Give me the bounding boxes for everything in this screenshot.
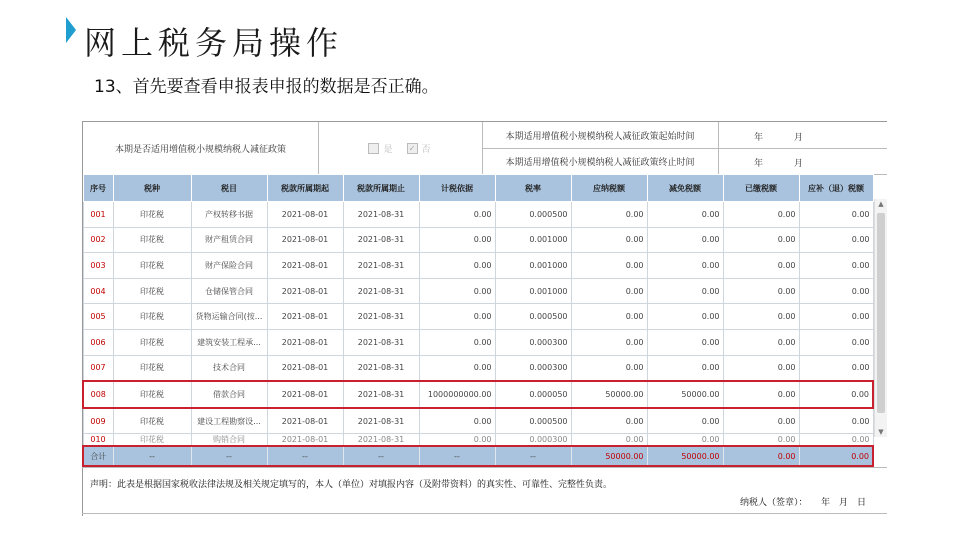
col-header: 减免税额 bbox=[647, 175, 723, 202]
cell-item: 仓储保管合同 bbox=[191, 278, 267, 304]
cell-payable: 0.00 bbox=[799, 408, 873, 434]
cell-due: 0.00 bbox=[571, 329, 647, 355]
policy-start-row bbox=[482, 122, 887, 149]
cell-rate: 0.000300 bbox=[495, 329, 571, 355]
start-year-label[interactable]: 年 bbox=[754, 133, 764, 143]
cell-start: 2021-08-01 bbox=[267, 408, 343, 434]
end-month-label[interactable]: 月 bbox=[794, 159, 804, 169]
option-no[interactable] bbox=[407, 142, 431, 155]
cell-start: 2021-08-01 bbox=[267, 304, 343, 330]
option-yes[interactable] bbox=[368, 142, 392, 155]
start-month-label[interactable]: 月 bbox=[794, 133, 804, 143]
cell-payable: 0.00 bbox=[799, 329, 873, 355]
cell-end: 2021-08-31 bbox=[343, 329, 419, 355]
cell-seq: 005 bbox=[83, 304, 113, 330]
cell-tax: 印花税 bbox=[113, 434, 191, 447]
scroll-thumb[interactable] bbox=[877, 213, 885, 413]
title-accent-icon bbox=[66, 17, 76, 43]
cell-item: 产权转移书据 bbox=[191, 202, 267, 228]
cell-rate: 0.001000 bbox=[495, 253, 571, 279]
policy-end-row bbox=[482, 148, 887, 175]
cell-seq: 001 bbox=[83, 202, 113, 228]
cell-paid: 0.00 bbox=[723, 329, 799, 355]
cell-seq: 007 bbox=[83, 355, 113, 381]
table-row[interactable] bbox=[83, 381, 873, 408]
cell-tax: 印花税 bbox=[113, 227, 191, 253]
total-paid: 0.00 bbox=[723, 446, 799, 466]
col-header: 已缴税额 bbox=[723, 175, 799, 202]
cell-item: 财产保险合同 bbox=[191, 253, 267, 279]
cell-seq: 010 bbox=[83, 434, 113, 447]
cell-payable: 0.00 bbox=[799, 253, 873, 279]
cell-seq: 004 bbox=[83, 278, 113, 304]
cell-seq: 009 bbox=[83, 408, 113, 434]
cell-due: 50000.00 bbox=[571, 381, 647, 408]
cell-payable: 0.00 bbox=[799, 202, 873, 228]
cell-tax: 印花税 bbox=[113, 355, 191, 381]
cell-reduce: 0.00 bbox=[647, 329, 723, 355]
end-year-label[interactable]: 年 bbox=[754, 159, 764, 169]
col-header: 税目 bbox=[191, 175, 267, 202]
cell-paid: 0.00 bbox=[723, 355, 799, 381]
table-row[interactable] bbox=[83, 227, 873, 253]
cell-due: 0.00 bbox=[571, 304, 647, 330]
slide-subtitle: 13、首先要查看申报表申报的数据是否正确。 bbox=[94, 77, 439, 97]
cell-reduce: 0.00 bbox=[647, 304, 723, 330]
col-header: 序号 bbox=[83, 175, 113, 202]
cell-payable: 0.00 bbox=[799, 304, 873, 330]
total-row bbox=[83, 446, 873, 466]
cell-paid: 0.00 bbox=[723, 304, 799, 330]
declaration-text: 声明：此表是根据国家税收法律法规及相关规定填写的，本人（单位）对填报内容（及附带资料）的真实性、可靠性、完整性负责。 bbox=[90, 480, 613, 490]
cell-seq: 008 bbox=[83, 381, 113, 408]
option-yes-label: 是 bbox=[383, 144, 393, 155]
checkbox-no[interactable]: ✓ bbox=[407, 143, 418, 154]
cell-rate: 0.000500 bbox=[495, 202, 571, 228]
cell-end: 2021-08-31 bbox=[343, 381, 419, 408]
signature-line: 纳税人（签章）： 年 月 日 bbox=[740, 498, 867, 508]
col-header: 税款所属期起 bbox=[267, 175, 343, 202]
total-due: 50000.00 bbox=[571, 446, 647, 466]
scroll-up-icon[interactable]: ▲ bbox=[878, 200, 884, 208]
checkbox-yes[interactable] bbox=[368, 143, 379, 154]
total-dash: -- bbox=[495, 446, 571, 466]
slide-title: 网上税务局操作 bbox=[84, 24, 344, 62]
col-header: 税款所属期止 bbox=[343, 175, 419, 202]
cell-end: 2021-08-31 bbox=[343, 408, 419, 434]
col-header: 应补（退）税额 bbox=[799, 175, 873, 202]
cell-reduce: 0.00 bbox=[647, 408, 723, 434]
cell-end: 2021-08-31 bbox=[343, 304, 419, 330]
col-header: 税率 bbox=[495, 175, 571, 202]
policy-section bbox=[82, 121, 887, 174]
cell-rate: 0.000300 bbox=[495, 434, 571, 447]
cell-basis: 0.00 bbox=[419, 253, 495, 279]
cell-tax: 印花税 bbox=[113, 329, 191, 355]
cell-item: 建设工程勘察设... bbox=[191, 408, 267, 434]
cell-seq: 002 bbox=[83, 227, 113, 253]
cell-reduce: 0.00 bbox=[647, 253, 723, 279]
table-row[interactable] bbox=[83, 202, 873, 228]
cell-basis: 0.00 bbox=[419, 304, 495, 330]
tax-table bbox=[82, 174, 874, 467]
divider bbox=[82, 467, 887, 468]
cell-payable: 0.00 bbox=[799, 381, 873, 408]
cell-item: 购销合同 bbox=[191, 434, 267, 447]
cell-due: 0.00 bbox=[571, 202, 647, 228]
col-header: 计税依据 bbox=[419, 175, 495, 202]
cell-item: 技术合同 bbox=[191, 355, 267, 381]
table-row[interactable] bbox=[83, 408, 873, 434]
cell-rate: 0.000500 bbox=[495, 408, 571, 434]
total-payable: 0.00 bbox=[799, 446, 873, 466]
cell-start: 2021-08-01 bbox=[267, 355, 343, 381]
cell-paid: 0.00 bbox=[723, 434, 799, 447]
cell-reduce: 50000.00 bbox=[647, 381, 723, 408]
cell-basis: 1000000000.00 bbox=[419, 381, 495, 408]
total-reduce: 50000.00 bbox=[647, 446, 723, 466]
cell-payable: 0.00 bbox=[799, 278, 873, 304]
cell-payable: 0.00 bbox=[799, 434, 873, 447]
cell-due: 0.00 bbox=[571, 434, 647, 447]
cell-due: 0.00 bbox=[571, 227, 647, 253]
cell-start: 2021-08-01 bbox=[267, 434, 343, 447]
cell-end: 2021-08-31 bbox=[343, 253, 419, 279]
cell-reduce: 0.00 bbox=[647, 278, 723, 304]
cell-tax: 印花税 bbox=[113, 408, 191, 434]
cell-tax: 印花税 bbox=[113, 381, 191, 408]
total-label: 合计 bbox=[83, 446, 113, 466]
col-header: 应纳税额 bbox=[571, 175, 647, 202]
cell-rate: 0.001000 bbox=[495, 227, 571, 253]
cell-paid: 0.00 bbox=[723, 227, 799, 253]
cell-payable: 0.00 bbox=[799, 355, 873, 381]
cell-end: 2021-08-31 bbox=[343, 227, 419, 253]
cell-reduce: 0.00 bbox=[647, 227, 723, 253]
cell-tax: 印花税 bbox=[113, 304, 191, 330]
cell-paid: 0.00 bbox=[723, 202, 799, 228]
cell-item: 建筑安装工程承... bbox=[191, 329, 267, 355]
cell-end: 2021-08-31 bbox=[343, 202, 419, 228]
cell-due: 0.00 bbox=[571, 355, 647, 381]
cell-payable: 0.00 bbox=[799, 227, 873, 253]
cell-rate: 0.001000 bbox=[495, 278, 571, 304]
cell-end: 2021-08-31 bbox=[343, 278, 419, 304]
cell-item: 货物运输合同(按... bbox=[191, 304, 267, 330]
cell-due: 0.00 bbox=[571, 408, 647, 434]
cell-reduce: 0.00 bbox=[647, 355, 723, 381]
table-row[interactable] bbox=[83, 329, 873, 355]
table-row[interactable] bbox=[83, 278, 873, 304]
cell-start: 2021-08-01 bbox=[267, 381, 343, 408]
total-dash: -- bbox=[343, 446, 419, 466]
cell-seq: 003 bbox=[83, 253, 113, 279]
declaration-form bbox=[82, 121, 887, 516]
table-row[interactable] bbox=[83, 434, 873, 447]
cell-start: 2021-08-01 bbox=[267, 227, 343, 253]
cell-basis: 0.00 bbox=[419, 329, 495, 355]
table-row[interactable] bbox=[83, 253, 873, 279]
divider bbox=[82, 513, 887, 514]
cell-paid: 0.00 bbox=[723, 278, 799, 304]
cell-paid: 0.00 bbox=[723, 381, 799, 408]
cell-tax: 印花税 bbox=[113, 253, 191, 279]
table-body bbox=[83, 202, 873, 467]
table-scrollbar[interactable] bbox=[874, 199, 887, 437]
scroll-down-icon[interactable]: ▼ bbox=[878, 428, 884, 436]
cell-due: 0.00 bbox=[571, 278, 647, 304]
cell-start: 2021-08-01 bbox=[267, 278, 343, 304]
table-row[interactable] bbox=[83, 304, 873, 330]
cell-basis: 0.00 bbox=[419, 355, 495, 381]
cell-item: 借款合同 bbox=[191, 381, 267, 408]
cell-rate: 0.000050 bbox=[495, 381, 571, 408]
cell-reduce: 0.00 bbox=[647, 434, 723, 447]
total-dash: -- bbox=[267, 446, 343, 466]
cell-paid: 0.00 bbox=[723, 408, 799, 434]
cell-basis: 0.00 bbox=[419, 408, 495, 434]
cell-paid: 0.00 bbox=[723, 253, 799, 279]
cell-end: 2021-08-31 bbox=[343, 434, 419, 447]
policy-end-label: 本期适用增值税小规模纳税人减征政策终止时间 bbox=[482, 148, 719, 174]
cell-due: 0.00 bbox=[571, 253, 647, 279]
col-header: 税种 bbox=[113, 175, 191, 202]
policy-start-label: 本期适用增值税小规模纳税人减征政策起始时间 bbox=[482, 122, 719, 148]
table-row[interactable] bbox=[83, 355, 873, 381]
cell-tax: 印花税 bbox=[113, 278, 191, 304]
cell-basis: 0.00 bbox=[419, 434, 495, 447]
policy-question: 本期是否适用增值税小规模纳税人减征政策 bbox=[82, 122, 319, 174]
total-dash: -- bbox=[113, 446, 191, 466]
total-dash: -- bbox=[419, 446, 495, 466]
table-header-row bbox=[83, 175, 873, 202]
cell-start: 2021-08-01 bbox=[267, 253, 343, 279]
cell-seq: 006 bbox=[83, 329, 113, 355]
cell-basis: 0.00 bbox=[419, 202, 495, 228]
cell-item: 财产租赁合同 bbox=[191, 227, 267, 253]
cell-start: 2021-08-01 bbox=[267, 202, 343, 228]
option-no-label: 否 bbox=[421, 144, 431, 155]
cell-basis: 0.00 bbox=[419, 278, 495, 304]
cell-rate: 0.000300 bbox=[495, 355, 571, 381]
cell-basis: 0.00 bbox=[419, 227, 495, 253]
cell-start: 2021-08-01 bbox=[267, 329, 343, 355]
cell-end: 2021-08-31 bbox=[343, 355, 419, 381]
cell-tax: 印花税 bbox=[113, 202, 191, 228]
cell-rate: 0.000500 bbox=[495, 304, 571, 330]
policy-options bbox=[317, 122, 483, 174]
cell-reduce: 0.00 bbox=[647, 202, 723, 228]
total-dash: -- bbox=[191, 446, 267, 466]
